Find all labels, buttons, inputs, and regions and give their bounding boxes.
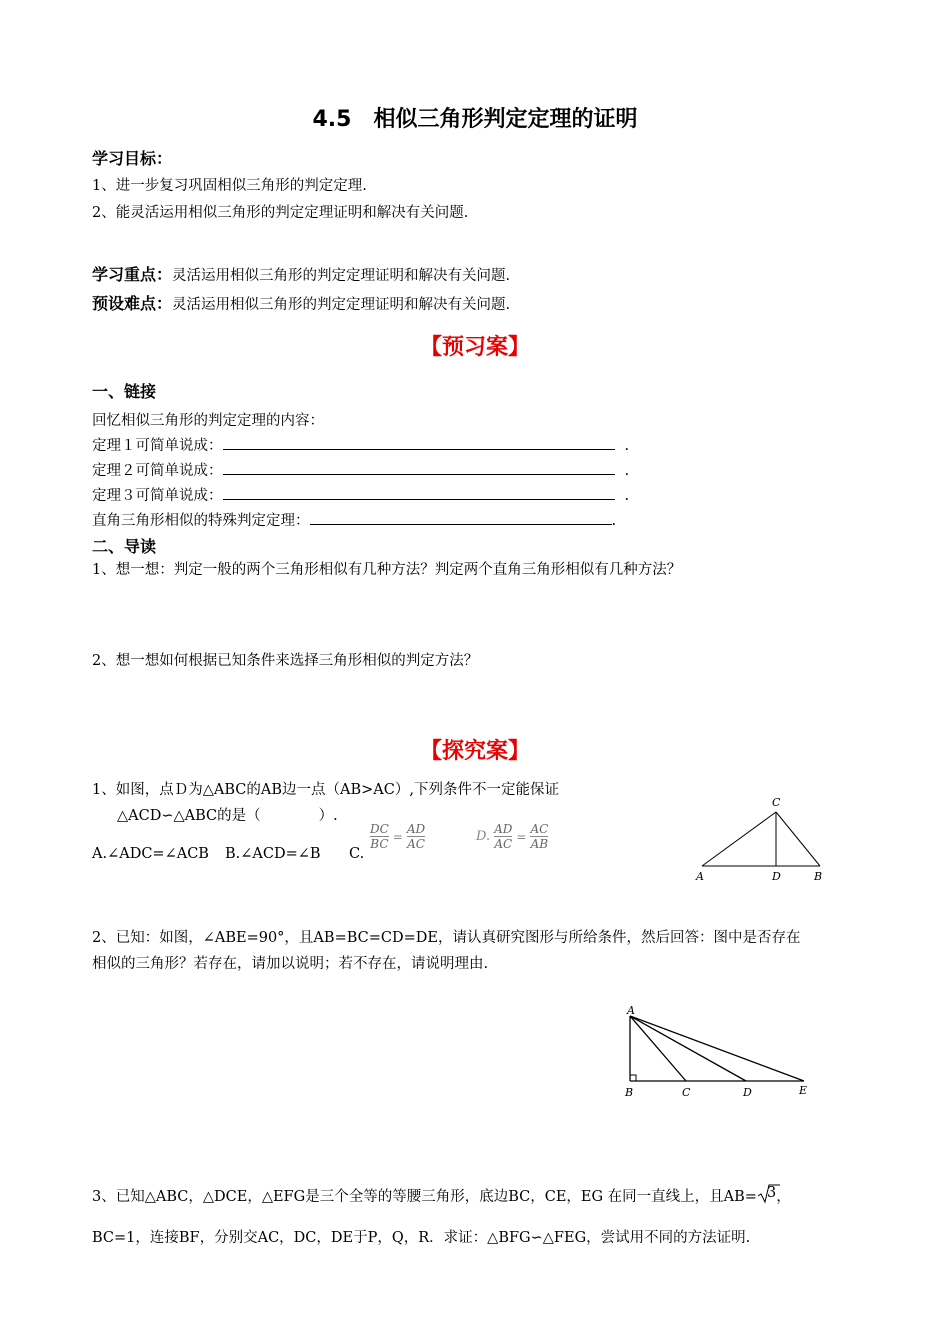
fig-label: B xyxy=(625,1086,634,1099)
triangle-figure-2 xyxy=(618,1002,818,1104)
difficulty-text: 灵活运用相似三角形的判定定理证明和解决有关问题. xyxy=(172,297,511,313)
option-c-formula xyxy=(370,822,425,851)
objective-item: 2、能灵活运用相似三角形的判定定理证明和解决有关问题. xyxy=(92,205,469,221)
fig-line xyxy=(776,812,820,866)
answer-blank[interactable] xyxy=(223,435,615,450)
objective-item: 1、进一步复习巩固相似三角形的判定定理. xyxy=(92,178,367,194)
problem-3-line-2: BC=1，连接BF，分别交AC，DC，DE于P，Q，R．求证：△BFG∽△FEG，尝试用不同的方法证明. xyxy=(92,1230,751,1246)
fig-label: C xyxy=(682,1086,691,1099)
focus-line xyxy=(92,262,510,285)
theorem-label: 定理３可简单说成： xyxy=(92,488,223,504)
objectives-heading: 学习目标： xyxy=(92,149,173,168)
answer-blank[interactable] xyxy=(310,510,612,525)
fig-label: B xyxy=(814,870,823,883)
guide-heading: 二、导读 xyxy=(92,537,157,556)
fig-label: A xyxy=(627,1004,635,1017)
theorem-label: 直角三角形相似的特殊判定定理： xyxy=(92,513,310,529)
fig-line xyxy=(630,1016,746,1081)
period: . xyxy=(624,463,630,479)
theorem-line xyxy=(92,509,616,530)
period: . xyxy=(624,438,630,454)
triangle-figure-1 xyxy=(690,792,830,884)
theorem-line xyxy=(92,484,629,505)
preview-title: 【预习案】 xyxy=(419,335,530,360)
answer-blank[interactable] xyxy=(223,485,615,500)
fig-label: D xyxy=(743,1086,752,1099)
problem-1-line-1: 1、如图，点Ｄ为△ABC的AB边一点（AB>AC）,下列条件不一定能保证 xyxy=(92,782,559,798)
explore-title: 【探究案】 xyxy=(419,739,530,764)
answer-blank[interactable] xyxy=(223,460,615,475)
fig-label: A xyxy=(696,870,704,883)
problem-3-line-1 xyxy=(92,1185,791,1206)
theorem-label: 定理１可简单说成： xyxy=(92,438,223,454)
equals-sign: = xyxy=(392,829,403,844)
theorem-line xyxy=(92,434,629,455)
fig-line xyxy=(702,812,776,866)
sqrt-value: 3 xyxy=(766,1185,777,1201)
difficulty-label: 预设难点： xyxy=(92,294,173,313)
recall-text: 回忆相似三角形的判定定理的内容： xyxy=(92,413,324,429)
fig-line xyxy=(630,1016,804,1081)
fraction: $\frac{AC}{AB}$ xyxy=(530,822,549,851)
fraction: $\frac{AD}{AC}$ xyxy=(494,822,513,851)
guide-question-2: 2、想一想如何根据已知条件来选择三角形相似的判定方法？ xyxy=(92,653,479,669)
problem-2-line-2: 相似的三角形？若存在，请加以说明；若不存在，请说明理由. xyxy=(92,956,489,972)
link-heading: 一、链接 xyxy=(92,382,157,401)
option-b: B.∠ACD=∠B xyxy=(225,846,321,862)
option-d-formula xyxy=(476,822,548,851)
fig-label: E xyxy=(799,1084,808,1097)
fig-label: D xyxy=(772,870,781,883)
equals-sign: = xyxy=(516,829,527,844)
fraction: $\frac{DC}{BC}$ xyxy=(370,822,389,851)
fig-line xyxy=(630,1016,686,1081)
right-angle-mark xyxy=(630,1075,636,1081)
fraction: $\frac{AD}{AC}$ xyxy=(406,822,426,851)
focus-label: 学习重点： xyxy=(92,265,173,284)
page-title: 4.5 相似三角形判定定理的证明 xyxy=(312,107,638,132)
problem-1-line-2: △ACD∽△ABC的是（ ）. xyxy=(117,808,338,824)
focus-text: 灵活运用相似三角形的判定定理证明和解决有关问题. xyxy=(172,268,511,284)
guide-question-1: 1、想一想：判定一般的两个三角形相似有几种方法？判定两个直角三角形相似有几种方法？ xyxy=(92,562,682,578)
theorem-label: 定理２可简单说成： xyxy=(92,463,223,479)
period: . xyxy=(611,513,617,529)
option-a: A.∠ADC=∠ACB xyxy=(92,846,209,862)
option-d-label: D. xyxy=(476,829,491,844)
theorem-line xyxy=(92,459,629,480)
difficulty-line xyxy=(92,291,510,314)
problem-2-line-1: 2、已知：如图，∠ABE=90°，且AB=BC=CD=DE，请认真研究图形与所给条件，然后回答：图中是否存在 xyxy=(92,930,801,946)
option-c-label: C. xyxy=(349,846,365,862)
sqrt-expression xyxy=(757,1185,777,1205)
period: . xyxy=(624,488,630,504)
fig-label: C xyxy=(772,796,781,809)
comma: ， xyxy=(776,1189,791,1205)
problem-3-text: 3、已知△ABC，△DCE，△EFG是三个全等的等腰三角形，底边BC，CE，EG 在同一直线上，且AB= xyxy=(92,1189,757,1205)
